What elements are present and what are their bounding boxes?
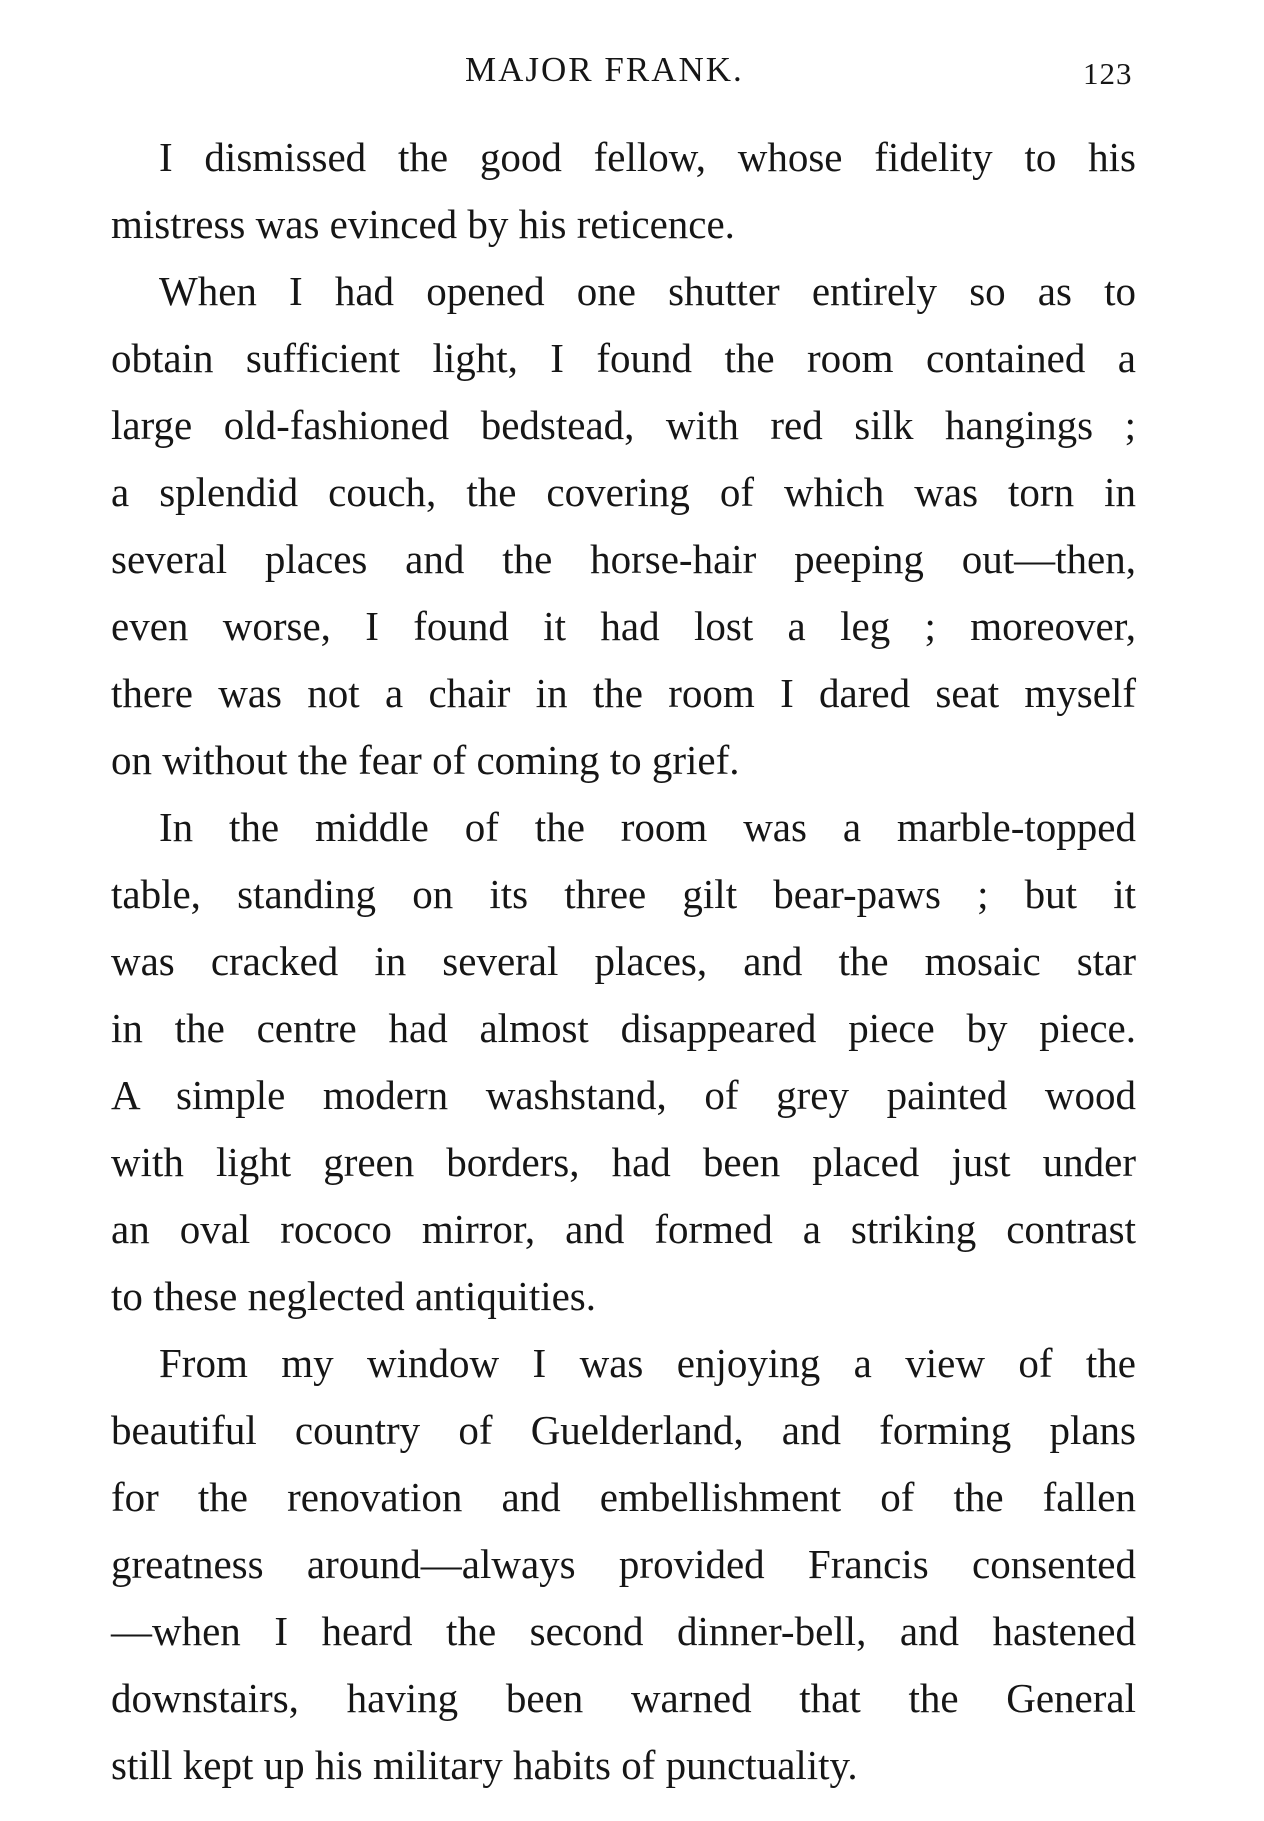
- text-line: on without the fear of coming to grief.: [111, 737, 740, 783]
- text-line: for the renovation and embellishment of the fallen: [111, 1474, 1136, 1520]
- text-line: When I had opened one shutter entirely so as to: [159, 268, 1136, 314]
- paragraph-4: [111, 1330, 1136, 1799]
- text-line: even worse, I found it had lost a leg ; moreover,: [111, 603, 1136, 649]
- running-title: MAJOR FRANK.: [465, 50, 744, 89]
- text-line: a splendid couch, the covering of which was torn in: [111, 469, 1136, 515]
- text-line: greatness around—always provided Francis consented: [111, 1541, 1136, 1587]
- running-head: [0, 50, 1264, 90]
- paragraph-2: [111, 258, 1136, 794]
- text-line: in the centre had almost disappeared piece by piece.: [111, 1005, 1136, 1051]
- text-line: several places and the horse-hair peeping out—then,: [111, 536, 1136, 582]
- text-line: was cracked in several places, and the mosaic star: [111, 938, 1136, 984]
- text-line: I dismissed the good fellow, whose fidelity to his: [159, 134, 1136, 180]
- paragraph-1: [111, 124, 1136, 258]
- text-line: beautiful country of Guelderland, and forming plans: [111, 1407, 1136, 1453]
- text-line: —when I heard the second dinner-bell, and hastened: [111, 1608, 1136, 1654]
- text-line: an oval rococo mirror, and formed a striking contrast: [111, 1206, 1136, 1252]
- text-line: mistress was evinced by his reticence.: [111, 201, 735, 247]
- text-line: still kept up his military habits of punctuality.: [111, 1742, 858, 1788]
- text-line: to these neglected antiquities.: [111, 1273, 597, 1319]
- text-line: A simple modern washstand, of grey painted wood: [111, 1072, 1136, 1118]
- text-line: table, standing on its three gilt bear-paws ; but it: [111, 871, 1136, 917]
- text-line: In the middle of the room was a marble-topped: [159, 804, 1136, 850]
- text-line: obtain sufficient light, I found the room contained a: [111, 335, 1136, 381]
- text-line: with light green borders, had been placed just under: [111, 1139, 1136, 1185]
- text-line: downstairs, having been warned that the General: [111, 1675, 1136, 1721]
- text-line: From my window I was enjoying a view of the: [159, 1340, 1136, 1386]
- text-line: large old-fashioned bedstead, with red silk hangings ;: [111, 402, 1136, 448]
- text-line: there was not a chair in the room I dared seat myself: [111, 670, 1136, 716]
- paragraph-3: [111, 794, 1136, 1330]
- body-text: [111, 124, 1136, 1799]
- page-number: 123: [1083, 56, 1133, 91]
